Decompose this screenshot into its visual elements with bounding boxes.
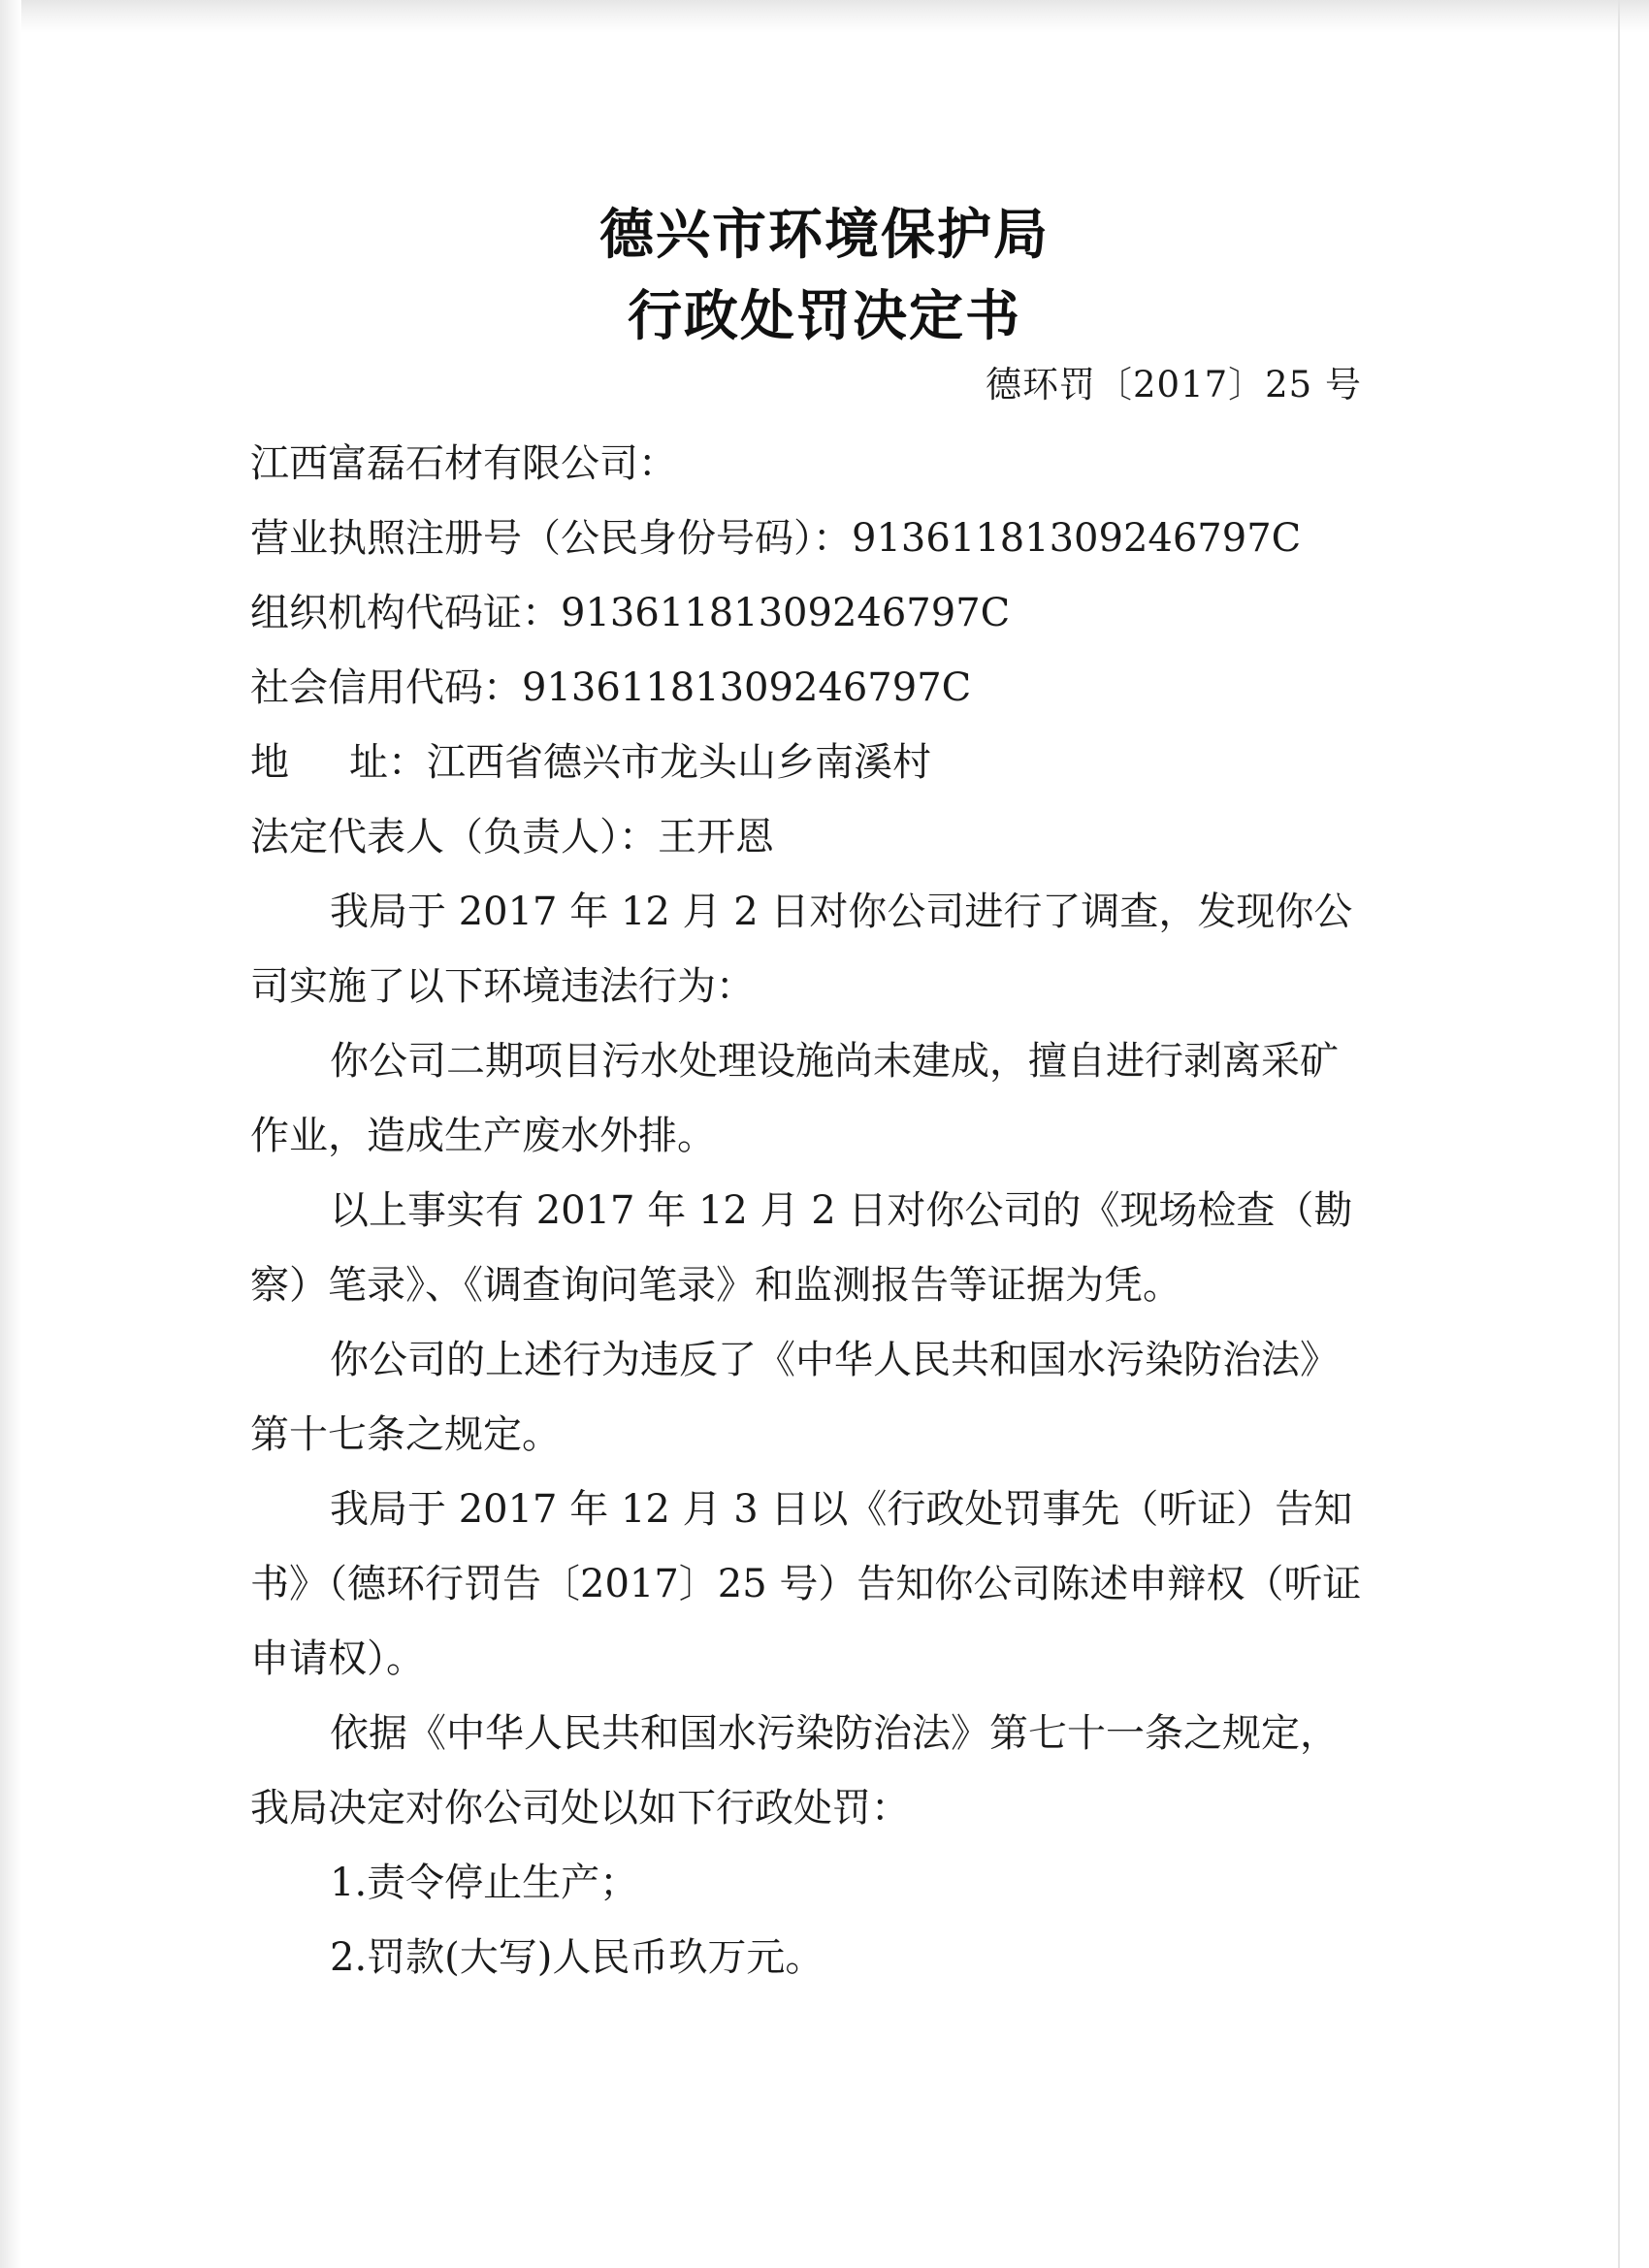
license-number-value: 91361181309246797C [852, 516, 1302, 561]
document-title-agency: 德兴市环境保护局 [599, 203, 1050, 267]
credit-code-line [250, 651, 1366, 726]
penalty-item-1: 1.责令停止生产； [330, 1861, 639, 1905]
document-body [250, 427, 1366, 1995]
address-value: 江西省德兴市龙头山乡南溪村 [427, 740, 931, 785]
legal-representative-label: 法定代表人（负责人）： [250, 815, 658, 859]
address-label-second: 址： [349, 740, 427, 785]
document-title-type: 行政处罚决定书 [628, 284, 1021, 348]
address-label-first: 地 [250, 740, 289, 785]
paragraph-legal-basis: 依据《中华人民共和国水污染防治法》第七十一条之规定，我局决定对你公司处以如下行政处罚： [250, 1711, 1339, 1831]
license-number-label: 营业执照注册号（公民身份号码）： [250, 516, 852, 561]
paragraph-evidence: 以上事实有 2017 年 12 月 2 日对你公司的《现场检查（勘察）笔录》、《调查询问笔录》和监测报告等证据为凭。 [250, 1188, 1353, 1308]
credit-code-value: 91361181309246797C [522, 665, 972, 710]
paragraph-violation: 你公司二期项目污水处理设施尚未建成，擅自进行剥离采矿作业，造成生产废水外排。 [250, 1039, 1339, 1158]
legal-representative-line [250, 800, 1366, 875]
address-line [250, 726, 1366, 800]
legal-representative-value: 王开恩 [658, 815, 774, 859]
license-number-line [250, 502, 1366, 576]
org-code-value: 91361181309246797C [561, 591, 1011, 635]
org-code-line [250, 576, 1366, 651]
scan-shadow-top [0, 0, 1649, 33]
org-code-label: 组织机构代码证： [250, 591, 561, 635]
credit-code-label: 社会信用代码： [250, 665, 522, 710]
paragraph-notification: 我局于 2017 年 12 月 3 日以《行政处罚事先（听证）告知书》（德环行罚告〔2017〕25 号）告知你公司陈述申辩权（听证申请权）。 [250, 1487, 1362, 1681]
penalty-item-2: 2.罚款(大写)人民币玖万元。 [330, 1935, 824, 1980]
paragraph-investigation: 我局于 2017 年 12 月 2 日对你公司进行了调查，发现你公司实施了以下环境违法行为： [250, 890, 1353, 1009]
recipient-name: 江西富磊石材有限公司： [250, 441, 677, 486]
document-number: 德环罚〔2017〕25 号 [985, 364, 1362, 405]
paragraph-law-violated: 你公司的上述行为违反了《中华人民共和国水污染防治法》第十七条之规定。 [250, 1338, 1339, 1457]
